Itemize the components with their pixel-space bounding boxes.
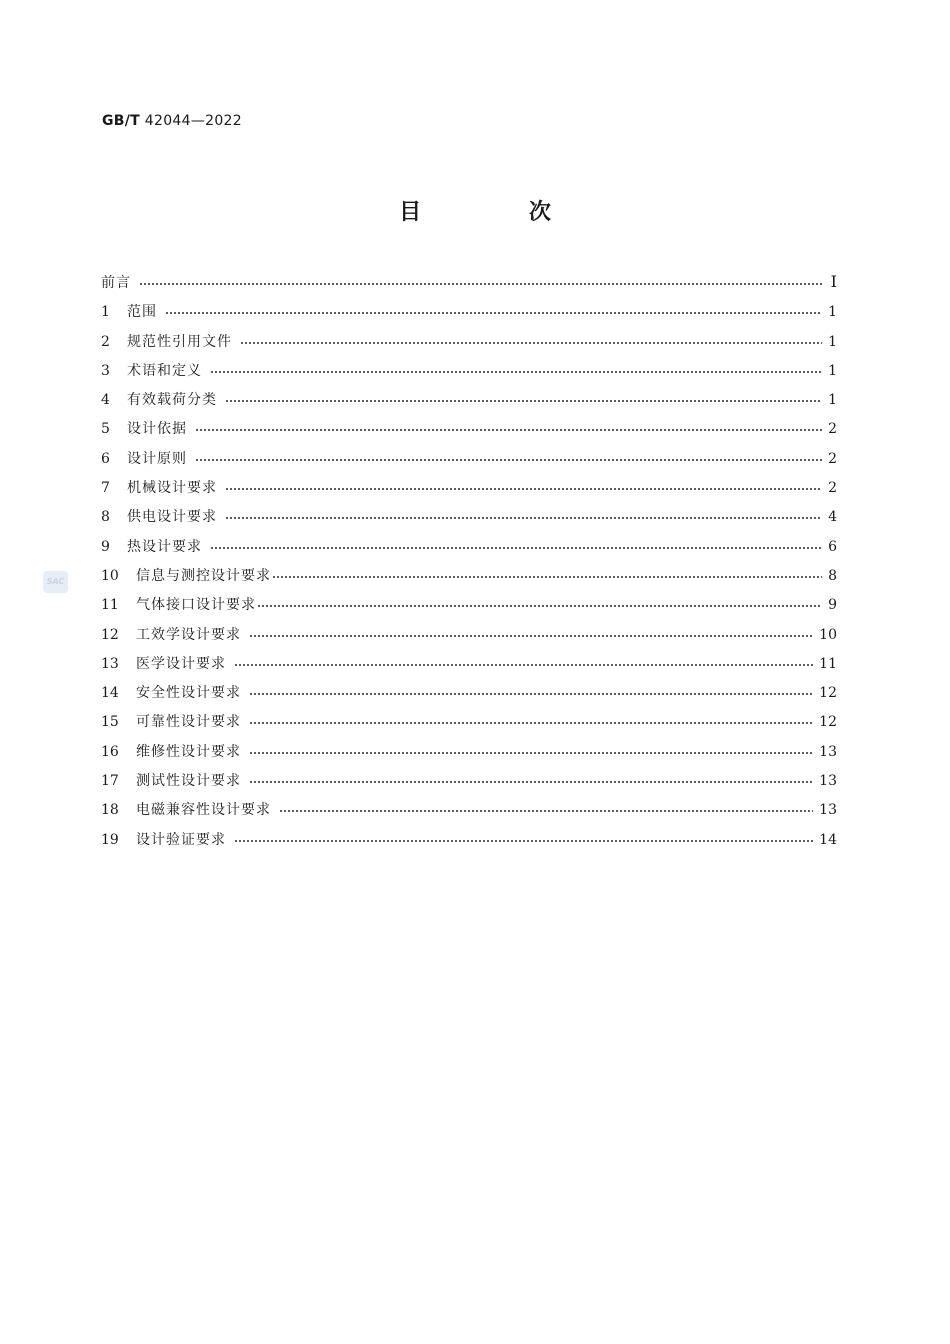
toc-entry-number: 14	[101, 685, 119, 702]
toc-entry[interactable]	[101, 770, 837, 799]
standard-code-prefix: GB/T	[102, 113, 141, 129]
toc-entry-label: 有效载荷分类	[127, 392, 217, 409]
toc-entry-label: 工效学设计要求	[136, 626, 241, 643]
toc-entry-page: 1	[828, 333, 837, 350]
toc-entry-page: 14	[819, 831, 837, 848]
toc-entry-page: 4	[828, 509, 837, 526]
toc-entry[interactable]	[101, 594, 837, 623]
toc-entry-number: 17	[101, 773, 119, 790]
toc-entry[interactable]	[101, 418, 837, 447]
toc-dot-leader	[210, 362, 822, 376]
toc-entry-page: 11	[819, 655, 837, 672]
toc-dot-leader	[225, 508, 822, 522]
toc-entry-number: 11	[101, 597, 119, 614]
toc-entry-number: 10	[101, 567, 119, 584]
toc-entry-label: 前言	[101, 275, 131, 291]
toc-entry-label: 规范性引用文件	[127, 333, 232, 350]
toc-entry-number: 3	[101, 362, 110, 379]
toc-entry-number: 4	[101, 392, 110, 409]
toc-entry-label: 设计依据	[127, 421, 187, 438]
toc-dot-leader	[210, 538, 822, 552]
toc-entry-page: I	[830, 272, 837, 291]
toc-dot-leader	[195, 450, 822, 464]
toc-entry-page: 2	[828, 421, 837, 438]
toc-entry-page: 1	[828, 392, 837, 409]
toc-entry-number: 6	[101, 450, 110, 467]
toc-entry[interactable]	[101, 682, 837, 711]
toc-dot-leader	[234, 655, 813, 669]
toc-entry-label: 安全性设计要求	[136, 685, 241, 702]
toc-dot-leader	[249, 684, 813, 698]
toc-entry-number: 2	[101, 333, 110, 350]
toc-entry[interactable]	[101, 536, 837, 565]
toc-entry-page: 10	[819, 626, 837, 643]
toc-entry[interactable]	[101, 711, 837, 740]
toc-entry[interactable]	[101, 331, 837, 360]
toc-dot-leader	[249, 743, 813, 757]
toc-entry-label: 气体接口设计要求	[136, 597, 256, 614]
toc-entry-page: 1	[828, 362, 837, 379]
toc-entry-number: 16	[101, 743, 119, 760]
toc-entry[interactable]	[101, 624, 837, 653]
toc-dot-leader	[257, 596, 822, 610]
toc-entry[interactable]	[101, 829, 837, 858]
toc-entry-number: 8	[101, 509, 110, 526]
toc-entry-page: 13	[819, 743, 837, 760]
toc-entry-label: 术语和定义	[127, 362, 202, 379]
toc-entry-number: 12	[101, 626, 119, 643]
toc-entry-label: 机械设计要求	[127, 480, 217, 497]
toc-entry[interactable]	[101, 448, 837, 477]
toc-entry-label: 设计验证要求	[136, 831, 226, 848]
toc-dot-leader	[272, 567, 822, 581]
toc-dot-leader	[234, 831, 813, 845]
toc-entry-label: 供电设计要求	[127, 509, 217, 526]
toc-entry-page: 6	[828, 538, 837, 555]
toc-entry-number: 7	[101, 480, 110, 497]
toc-entry-number: 9	[101, 538, 110, 555]
toc-dot-leader	[165, 303, 822, 317]
toc-dot-leader	[195, 420, 822, 434]
toc-entry[interactable]	[101, 301, 837, 330]
standard-code-number: 42044—2022	[144, 113, 242, 129]
toc-entry-label: 信息与测控设计要求	[136, 567, 271, 584]
toc-entry-label: 设计原则	[127, 450, 187, 467]
toc-dot-leader	[225, 479, 822, 493]
toc-entry-number: 19	[101, 831, 119, 848]
toc-dot-leader	[249, 713, 813, 727]
toc-entry-label: 范围	[127, 304, 157, 321]
sac-watermark-icon: SAC	[43, 571, 68, 593]
toc-entry-number: 5	[101, 421, 110, 438]
toc-entry-page: 1	[828, 304, 837, 321]
toc-entry[interactable]	[101, 389, 837, 418]
toc-dot-leader	[279, 801, 813, 815]
toc-entry-page: 13	[819, 773, 837, 790]
toc-entry-page: 2	[828, 450, 837, 467]
toc-entry-label: 测试性设计要求	[136, 773, 241, 790]
toc-entry[interactable]	[101, 477, 837, 506]
toc-entry-label: 可靠性设计要求	[136, 714, 241, 731]
table-of-contents	[101, 272, 837, 858]
toc-entry-page: 2	[828, 480, 837, 497]
toc-entry[interactable]	[101, 360, 837, 389]
toc-entry-page: 13	[819, 802, 837, 819]
toc-entry[interactable]	[101, 272, 837, 301]
toc-entry[interactable]	[101, 799, 837, 828]
toc-entry-label: 维修性设计要求	[136, 743, 241, 760]
toc-entry-number: 13	[101, 655, 119, 672]
toc-entry-page: 9	[828, 597, 837, 614]
toc-dot-leader	[139, 274, 823, 288]
toc-entry-label: 电磁兼容性设计要求	[136, 802, 271, 819]
toc-dot-leader	[249, 626, 813, 640]
toc-entry[interactable]	[101, 741, 837, 770]
toc-entry-page: 8	[828, 567, 837, 584]
standard-code	[102, 113, 242, 129]
toc-entry-page: 12	[819, 685, 837, 702]
toc-dot-leader	[225, 391, 822, 405]
toc-entry[interactable]	[101, 653, 837, 682]
toc-entry-number: 18	[101, 802, 119, 819]
toc-dot-leader	[240, 333, 822, 347]
toc-entry-number: 1	[101, 304, 110, 321]
toc-entry[interactable]	[101, 565, 837, 594]
toc-entry-page: 12	[819, 714, 837, 731]
toc-entry[interactable]	[101, 506, 837, 535]
toc-entry-label: 热设计要求	[127, 538, 202, 555]
toc-dot-leader	[249, 772, 813, 786]
toc-entry-number: 15	[101, 714, 119, 731]
toc-title: 目 次	[399, 200, 601, 225]
toc-entry-label: 医学设计要求	[136, 655, 226, 672]
